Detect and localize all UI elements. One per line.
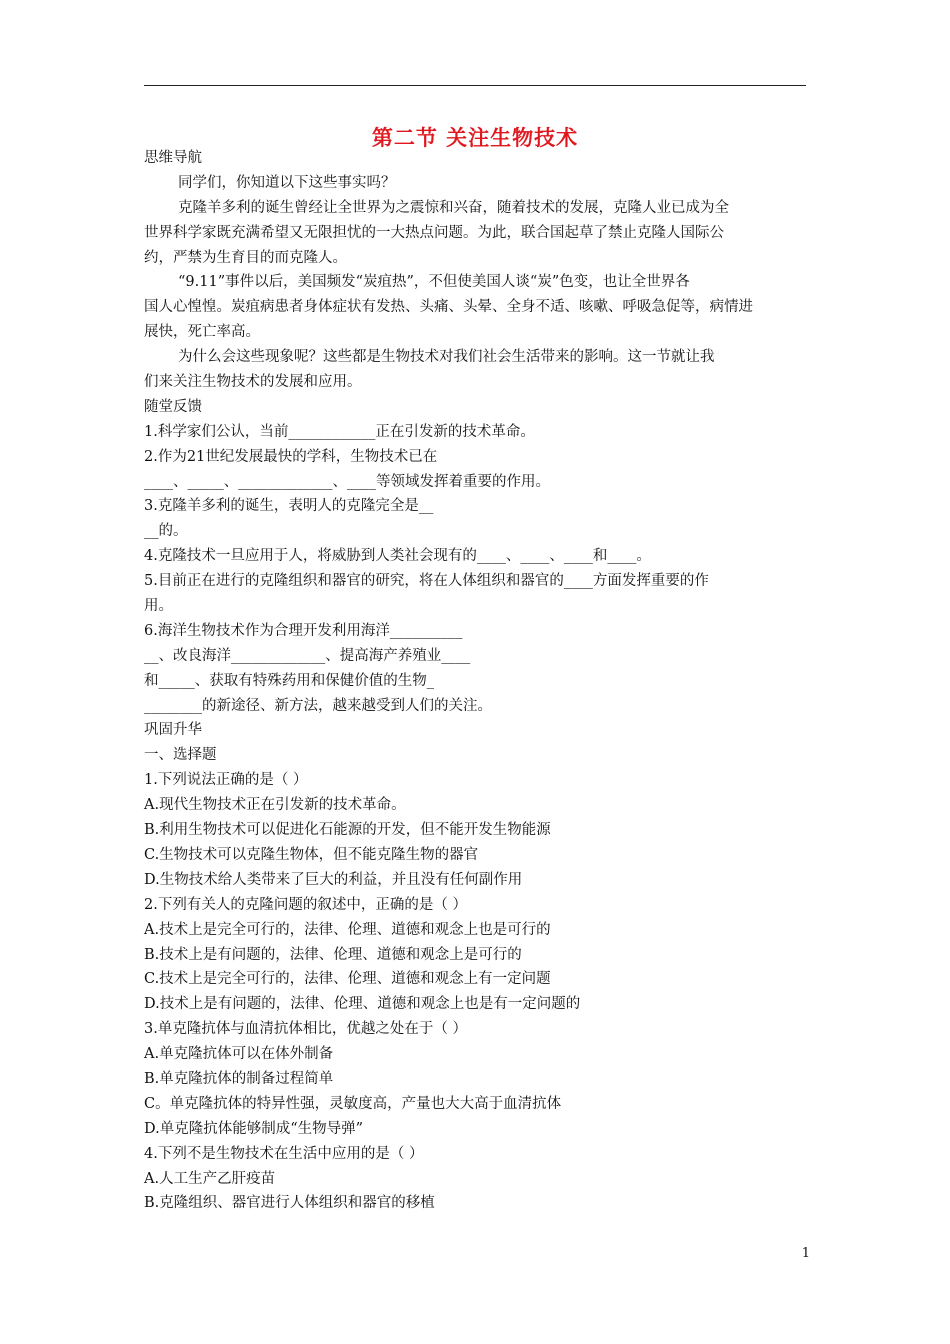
- text-line: A.技术上是完全可行的，法律、伦理、道德和观念上也是可行的: [144, 921, 551, 938]
- page-number: 1: [801, 1246, 810, 1261]
- text-line: 用。: [144, 598, 173, 615]
- text-line: 5.目前正在进行的克隆组织和器官的研究，将在人体组织和器官的____方面发挥重要的作: [144, 573, 709, 590]
- text-line: 世界科学家既充满希望又无限担忧的一大热点问题。为此，联合国起草了禁止克隆人国际公: [144, 224, 724, 241]
- text-line: 3.克隆羊多利的诞生，表明人的克隆完全是__: [144, 498, 434, 515]
- text-line: 们来关注生物技术的发展和应用。: [144, 374, 362, 391]
- text-line: 3.单克隆抗体与血清抗体相比，优越之处在于（ ）: [144, 1021, 467, 1038]
- text-line: 展快，死亡率高。: [144, 324, 260, 341]
- text-line: A.人工生产乙肝疫苗: [144, 1170, 276, 1187]
- text-line: A.现代生物技术正在引发新的技术革命。: [144, 797, 406, 814]
- text-line: 约，严禁为生育目的而克隆人。: [144, 249, 347, 266]
- text-line: B.利用生物技术可以促进化石能源的开发，但不能开发生物能源: [144, 822, 551, 839]
- text-line: ____、_____、_____________、____等领域发挥着重要的作用。: [144, 473, 550, 490]
- text-line: 2.作为21世纪发展最快的学科，生物技术已在: [144, 448, 438, 465]
- text-line: 4.下列不是生物技术在生活中应用的是（ ）: [144, 1145, 424, 1162]
- text-line: 1.科学家们公认，当前____________正在引发新的技术革命。: [144, 423, 535, 440]
- text-line: 克隆羊多利的诞生曾经让全世界为之震惊和兴奋，随着技术的发展，克隆人业已成为全: [178, 199, 729, 216]
- text-line: B.技术上是有问题的，法律、伦理、道德和观念上是可行的: [144, 946, 522, 963]
- text-line: C.生物技术可以克隆生物体，但不能克隆生物的器官: [144, 846, 479, 863]
- text-line: 一、选择题: [144, 747, 217, 764]
- text-line: D.单克隆抗体能够制成“生物导弹”: [144, 1120, 364, 1137]
- text-line: B.克隆组织、器官进行人体组织和器官的移植: [144, 1195, 435, 1212]
- text-line: 同学们，你知道以下这些事实吗？: [178, 174, 396, 191]
- text-line: 国人心惶惶。炭疽病患者身体症状有发热、头痛、头晕、全身不适、咳嗽、呼吸急促等，病情进: [144, 299, 753, 316]
- text-line: 1.下列说法正确的是（ ）: [144, 772, 308, 789]
- text-line: ________的新途径、新方法，越来越受到人们的关注。: [144, 697, 492, 714]
- text-line: 思维导航: [144, 150, 202, 166]
- text-line: B.单克隆抗体的制备过程简单: [144, 1070, 334, 1087]
- text-line: “9.11”事件以后，美国频发“炭疽热”，不但使美国人谈“炭”色变，也让全世界各: [178, 274, 690, 291]
- text-line: A.单克隆抗体可以在体外制备: [144, 1046, 334, 1063]
- text-line: D.技术上是有问题的，法律、伦理、道德和观念上也是有一定问题的: [144, 996, 581, 1013]
- text-line: 为什么会这些现象呢？这些都是生物技术对我们社会生活带来的影响。这一节就让我: [178, 349, 715, 366]
- text-line: 和_____、获取有特殊药用和保健价值的生物_: [144, 672, 434, 689]
- text-line: 2.下列有关人的克隆问题的叙述中，正确的是（ ）: [144, 896, 467, 913]
- text-line: __的。: [144, 523, 188, 540]
- page-title: 第二节 关注生物技术: [371, 126, 579, 150]
- text-line: __、改良海洋_____________、提高海产养殖业____: [144, 647, 471, 664]
- text-line: 6.海洋生物技术作为合理开发利用海洋__________: [144, 622, 463, 639]
- text-line: C.技术上是完全可行的，法律、伦理、道德和观念上有一定问题: [144, 971, 551, 988]
- document-body: [144, 146, 806, 1216]
- header-rule: [144, 85, 806, 86]
- text-line: C。单克隆抗体的特异性强，灵敏度高，产量也大大高于血清抗体: [144, 1095, 562, 1112]
- text-line: 4.克隆技术一旦应用于人，将威胁到人类社会现有的____、____、____和____。: [144, 548, 651, 565]
- text-line: D.生物技术给人类带来了巨大的利益，并且没有任何副作用: [144, 871, 523, 888]
- text-line: 巩固升华: [144, 722, 202, 739]
- text-line: 随堂反馈: [144, 398, 202, 415]
